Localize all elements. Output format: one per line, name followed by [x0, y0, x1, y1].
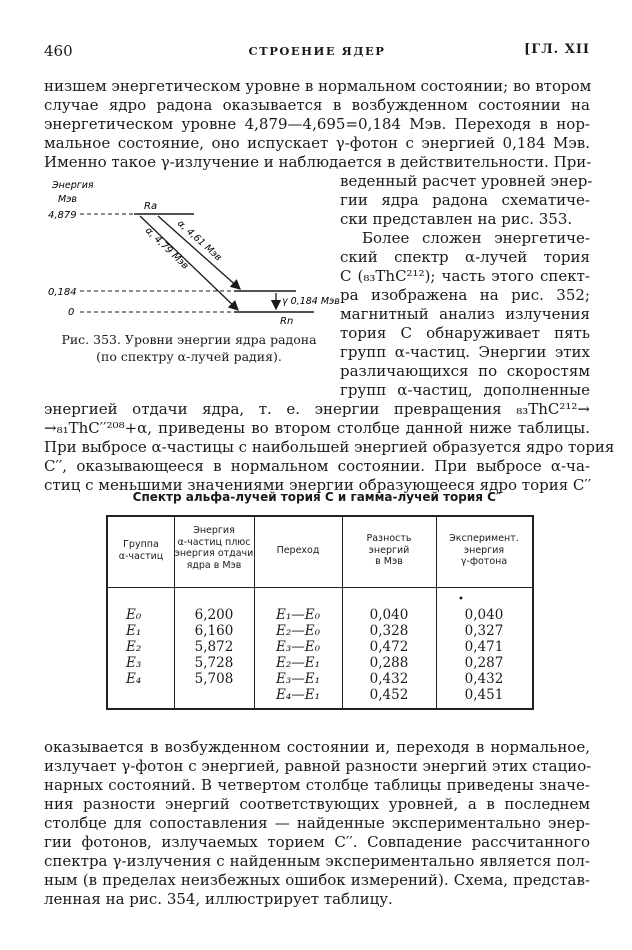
text-line: нарных состояний. В четвертом столбце таблицы приведены значе-	[44, 776, 590, 794]
text-line: Более сложен энергетиче-	[362, 229, 590, 247]
text-line: столбце для сопоставления — найденные экспериментально энер-	[44, 814, 590, 832]
alpha-label-2: α, 4,79 Мэв	[142, 225, 191, 272]
table-cell	[174, 687, 254, 703]
table-cell: 0,432	[369, 671, 409, 687]
spectrum-table	[106, 515, 534, 710]
table-cell: E₂	[126, 639, 142, 655]
table-header-experimental: Эксперимент. энергия γ-фотона	[449, 533, 519, 567]
text-line: →₈₁ThC′′²⁰⁸+α, приведены во втором столбце данной ниже таблицы.	[44, 419, 590, 437]
table-cell: 0,432	[464, 671, 504, 687]
nucleus-label-ra: Ra	[144, 201, 158, 212]
table-column-groups	[126, 607, 156, 703]
text-line: низшем энергетическом уровне в нормальном состоянии; во втором	[44, 77, 592, 95]
table-column-experimental	[436, 607, 532, 703]
text-line: оказывается в возбужденном состоянии и, переходя в нормальное,	[44, 738, 590, 756]
table-cell: 0,288	[369, 655, 409, 671]
table-column-differences	[342, 607, 436, 703]
table-header-transition: Переход	[276, 545, 320, 556]
diagram-svg	[44, 176, 340, 327]
table-cell: 0,287	[464, 655, 504, 671]
table-cell: 0,040	[464, 607, 504, 623]
text-line: ский спектр α-лучей тория	[340, 248, 590, 266]
text-line: ски представлен на рис. 353.	[340, 210, 573, 228]
table-column-transitions	[254, 607, 342, 703]
table-cell: E₂—E₀	[275, 623, 321, 639]
table-cell: E₂—E₁	[275, 655, 321, 671]
energy-level-diagram	[44, 176, 340, 327]
table-cell: 0,328	[369, 623, 409, 639]
table-cell: 6,160	[194, 623, 234, 639]
text-line: энергетическом уровне 4,879—4,695=0,184 Мэв. Переходя в нор-	[44, 115, 590, 133]
table-cell: 5,708	[194, 671, 234, 687]
table-cell: 5,872	[194, 639, 234, 655]
text-line: Именно такое γ-излучение и наблюдается в действительности. При-	[44, 153, 592, 171]
table-cell: 0,327	[464, 623, 504, 639]
text-line: ленная на рис. 354, иллюстрирует таблицу.	[44, 890, 393, 908]
text-line: групп α-частиц. Энергии этих	[340, 343, 590, 361]
table-title: Спектр альфа-лучей тория C и гамма-лучей тория C″	[132, 490, 502, 504]
axis-label-unit: Мэв	[58, 194, 78, 205]
table-cell: 0,471	[464, 639, 504, 655]
text-line: мальное состояние, оно испускает γ-фотон с энергией 0,184 Мэв.	[44, 134, 590, 152]
gamma-label: γ 0,184 Мэв	[282, 296, 340, 307]
table-cell: 5,728	[194, 655, 234, 671]
text-line: При выбросе α-частицы с наибольшей энергией образуется ядро тория	[44, 438, 615, 456]
table-header-group: Группа α-частиц	[118, 539, 164, 562]
table-header-rule	[108, 587, 532, 588]
table-cell: 6,200	[194, 607, 234, 623]
table-cell: E₃	[126, 655, 142, 671]
page-number: 460	[44, 42, 73, 60]
table-column-energies	[174, 607, 254, 703]
text-line: гии ядра радона схематиче-	[340, 191, 590, 209]
text-line: магнитный анализ излучения	[340, 305, 590, 323]
table-cell: 0,452	[369, 687, 409, 703]
text-line: ра изображена на рис. 352;	[340, 286, 590, 304]
text-line: случае ядро радона оказывается в возбужденном состоянии на	[44, 96, 590, 114]
text-line: веденный расчет уровней энер-	[340, 172, 593, 190]
level-label-top: 4,879	[48, 210, 77, 221]
table-cell: E₁—E₀	[275, 607, 321, 623]
text-line: энергией отдачи ядра, т. е. энергии превращения ₈₃ThC²¹²→	[44, 400, 590, 418]
table-header-difference: Разность энергий в Мэв	[366, 533, 412, 567]
table-cell: E₁	[126, 623, 142, 639]
table-mark: •	[458, 594, 464, 605]
text-line: групп α-частиц, дополненные	[340, 381, 590, 399]
table-cell: E₀	[126, 607, 142, 623]
table-header-energy: Энергия α-частиц плюс энергия отдачи ядра в Мэв	[174, 525, 254, 571]
text-line: различающихся по скоростям	[340, 362, 590, 380]
level-label-mid: 0,184	[48, 287, 77, 298]
nucleus-label-rn: Rn	[280, 316, 294, 327]
level-label-zero: 0	[68, 307, 75, 318]
text-line: спектра γ-излучения с найденным экспериментально является пол-	[44, 852, 590, 870]
table-cell: E₃—E₁	[275, 671, 321, 687]
text-line: ным (в пределах неизбежных ошибок измерений). Схема, представ-	[44, 871, 590, 889]
table-cell: E₃—E₀	[275, 639, 321, 655]
chapter-label: [ГЛ. XII	[524, 42, 590, 57]
text-line: C′′, оказывающееся в нормальном состоянии. При выбросе α-ча-	[44, 457, 590, 475]
table-cell: 0,472	[369, 639, 409, 655]
axis-label-energy: Энергия	[52, 180, 94, 191]
text-line: тория C обнаруживает пять	[340, 324, 590, 342]
table-cell: E₄—E₁	[275, 687, 321, 703]
table-cell: 0,451	[464, 687, 504, 703]
figure-caption-line-2: (по спектру α-лучей радия).	[96, 349, 282, 364]
table-cell: 0,040	[369, 607, 409, 623]
running-title: СТРОЕНИЕ ЯДЕР	[248, 44, 386, 58]
text-line: излучает γ-фотон с энергией, равной разности энергий этих стацио-	[44, 757, 592, 775]
text-line: ния разности энергий соответствующих уровней, а в последнем	[44, 795, 590, 813]
text-line: гии фотонов, излучаемых торием C′′. Совпадение рассчитанного	[44, 833, 590, 851]
table-cell	[126, 687, 156, 703]
text-line: стиц с меньшими значениями энергии образующееся ядро тория C′′	[44, 476, 592, 494]
table-cell: E₄	[126, 671, 142, 687]
figure-caption: Рис. 353. Уровни энергии ядра радона	[61, 332, 317, 347]
text-line: C (₈₃ThC²¹²); часть этого спект-	[340, 267, 590, 285]
alpha-label-1: α, 4,61 Мэв	[174, 218, 224, 264]
page-header	[44, 42, 590, 62]
